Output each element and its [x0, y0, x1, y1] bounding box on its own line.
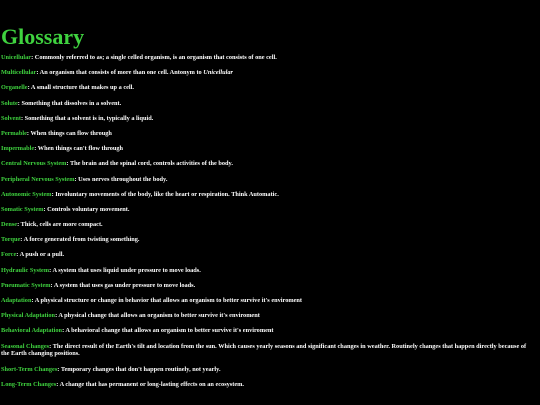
- glossary-definition: When things can flow through: [30, 129, 112, 137]
- term-separator: :: [16, 251, 20, 259]
- page-title: Glossary: [1, 24, 85, 49]
- glossary-definition: Involuntary movements of the body, like the heart or respiration. Think Automatic.: [55, 190, 279, 198]
- glossary-entry: [1, 343, 540, 359]
- glossary-entry: [1, 236, 540, 244]
- glossary-entry: [1, 267, 540, 275]
- glossary-entry: [1, 297, 540, 305]
- glossary-definition: Something that dissolves in a solvent.: [21, 99, 122, 107]
- term-separator: :: [74, 175, 79, 183]
- term-separator: :: [51, 190, 56, 198]
- term-separator: :: [62, 327, 66, 335]
- glossary-entry: [1, 251, 540, 259]
- term-separator: :: [57, 365, 61, 373]
- glossary-term: Pneumatic System: [1, 281, 51, 289]
- glossary-term: Dense: [1, 221, 18, 229]
- glossary-definition: Uses nerves throughout the body.: [78, 175, 168, 183]
- glossary-entry: [1, 130, 540, 138]
- term-separator: :: [17, 99, 22, 107]
- glossary-definition: Controls voluntary movement.: [47, 205, 130, 213]
- glossary-term: Solvent: [1, 114, 21, 122]
- glossary-definition: A force generated from twisting something.: [23, 236, 140, 244]
- term-separator: :: [34, 145, 38, 153]
- term-separator: :: [20, 236, 24, 244]
- glossary-list: [1, 54, 540, 389]
- glossary-definition: When things can't flow through: [37, 145, 124, 153]
- term-separator: :: [27, 84, 31, 92]
- term-separator: :: [31, 54, 35, 61]
- term-separator: :: [20, 114, 25, 122]
- glossary-term: Force: [1, 251, 17, 259]
- glossary-term: Peripheral Nervous System: [1, 175, 75, 183]
- glossary-term: Central Nervous System: [1, 160, 67, 168]
- glossary-entry: [1, 221, 540, 229]
- glossary-term: Impermable: [1, 145, 35, 153]
- glossary-term: Autonomic System: [1, 190, 52, 198]
- glossary-entry: [1, 381, 540, 389]
- glossary-term: Behavioral Adaptation: [1, 327, 63, 335]
- glossary-term: Permable: [1, 129, 27, 137]
- term-separator: :: [56, 380, 60, 388]
- glossary-term: Seasonal Changes: [1, 342, 50, 350]
- term-separator: :: [36, 69, 40, 77]
- glossary-term: Somatic System: [1, 205, 44, 213]
- glossary-entry: [1, 366, 540, 374]
- glossary-definition: A change that has permanent or long-lasting effects on an ecosystem.: [59, 380, 244, 388]
- term-separator: :: [49, 342, 53, 350]
- glossary-definition: Thick, cells are more compact.: [20, 221, 103, 229]
- glossary-entry: [1, 176, 540, 184]
- glossary-definition: A physical structure or change in behavior that allows an organism to better survive it's enviroment: [34, 297, 302, 304]
- glossary-definition: An organism that consists of more than one cell. Antonym to: [39, 69, 204, 77]
- glossary-definition: The direct result of the Earth's tilt and location from the sun. Which causes yearly seasons and significant changes in weather. Routinely changes that happen directly because of the Earth changing positions.: [1, 342, 527, 358]
- glossary-term: Physical Adaptation: [1, 312, 56, 320]
- glossary-entry: [1, 191, 540, 199]
- glossary-definition: A push or a pull.: [19, 251, 65, 259]
- glossary-definition: Commonly referred to as; a single celled organism, is an organism that consists of one cell.: [34, 54, 277, 61]
- glossary-definition: The brain and the spinal cord, controls activities of the body.: [69, 160, 233, 168]
- glossary-entry: [1, 206, 540, 214]
- term-separator: :: [66, 160, 70, 168]
- term-separator: :: [26, 129, 31, 137]
- glossary-term: Solute: [1, 99, 18, 107]
- term-separator: :: [31, 297, 35, 304]
- glossary-entry: [1, 282, 540, 290]
- term-separator: :: [50, 281, 54, 289]
- glossary-definition: A physical change that allows an organism to better survive it's enviroment: [58, 312, 260, 320]
- glossary-definition: A system that uses gas under pressure to move loads.: [53, 281, 196, 289]
- glossary-entry: [1, 312, 540, 320]
- glossary-term: Long-Term Changes: [1, 380, 57, 388]
- glossary-entry: [1, 160, 540, 168]
- glossary-term: Torque: [1, 236, 21, 244]
- glossary-definition: Temporary changes that don't happen routinely, not yearly.: [60, 365, 221, 373]
- glossary-entry: [1, 115, 540, 123]
- glossary-entry: [1, 145, 540, 153]
- glossary-entry: [1, 100, 540, 108]
- glossary-term: Unicellular: [1, 54, 32, 61]
- term-separator: :: [17, 221, 21, 229]
- glossary-definition: A behavioral change that allows an organism to better survive it's enviroment: [65, 327, 274, 335]
- glossary-definition: A small structure that makes up a cell.: [30, 84, 134, 92]
- glossary-term: Organelle: [1, 84, 28, 92]
- glossary-entry: [1, 69, 540, 77]
- glossary-term: Hydraulic System: [1, 266, 50, 274]
- glossary-entry: [1, 84, 540, 92]
- term-separator: :: [55, 312, 59, 320]
- glossary-entry: [1, 327, 540, 335]
- glossary-term: Adaptation: [1, 297, 32, 304]
- glossary-definition: Something that a solvent is in, typically a liquid.: [24, 114, 154, 122]
- glossary-definition: A system that uses liquid under pressure to move loads.: [52, 266, 201, 274]
- term-separator: :: [43, 205, 48, 213]
- term-separator: :: [49, 266, 53, 274]
- glossary-term: Short-Term Changes: [1, 365, 58, 373]
- glossary-term: Multicellular: [1, 69, 37, 77]
- glossary-entry: [1, 54, 540, 62]
- glossary-definition-italic: Unicellular: [203, 69, 234, 77]
